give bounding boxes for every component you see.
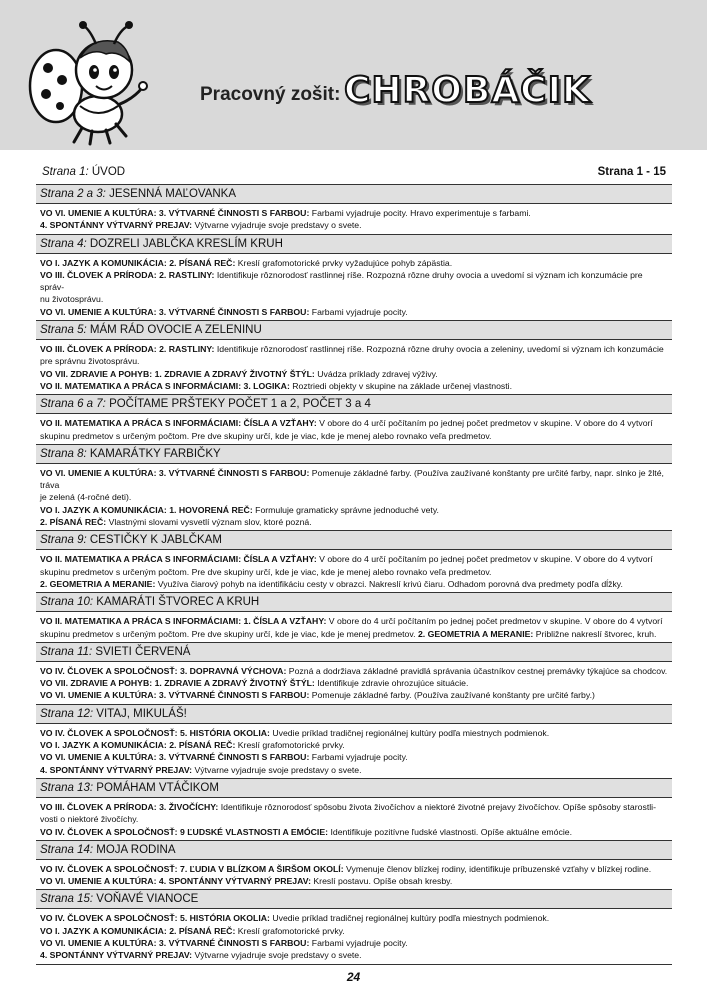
curriculum-section [36, 890, 672, 964]
ladybug-mascot-icon [22, 18, 162, 146]
description-text: nu životosprávu. [40, 294, 104, 305]
toc-left-label: Strana 1: [42, 166, 89, 178]
section-line [40, 727, 668, 739]
section-line [40, 677, 668, 689]
description-text: V obore do 4 určí počítaním po jednej počet predmetov v skupine. V obore do 4 vytvorí [319, 554, 653, 565]
section-line [40, 306, 668, 318]
description-text: Uvedie príklad tradičnej regionálnej kultúry podľa miestnych podmienok. [272, 913, 550, 924]
curriculum-section [36, 531, 672, 593]
curriculum-section [36, 841, 672, 891]
section-line [40, 739, 668, 751]
description-text: Identifikuje rôznorodosť spôsobu života živočíchov a niektoré životné prejavy živočíchov. Opíše spôsoby starostli- [220, 801, 656, 812]
description-text: Výtvarne vyjadruje svoje predstavy o svete. [194, 950, 362, 961]
area-label: VO VII. ZDRAVIE A POHYB: [40, 678, 153, 689]
workbook-label: Pracovný zošit: [200, 84, 341, 105]
toc-left-title: ÚVOD [91, 166, 126, 178]
area-label: VO IV. ČLOVEK A SPOLOČNOSŤ: [40, 665, 178, 676]
description-text: Vlastnými slovami vysvetlí význam slov, ktoré pozná. [108, 517, 312, 528]
section-page-label: Strana 11: [40, 645, 93, 658]
section-heading [36, 185, 672, 204]
section-page-label: Strana 8: [40, 447, 87, 460]
section-body [36, 550, 672, 592]
area-label: VO VI. UMENIE A KULTÚRA: [40, 306, 157, 317]
area-label: VO VI. UMENIE A KULTÚRA: [40, 690, 157, 701]
toc-row [36, 158, 672, 185]
section-title: VOŇAVÉ VIANOCE [96, 893, 199, 906]
topic-label: 1. HOVORENÁ REČ: [169, 504, 253, 515]
description-text: Roztriedi objekty v skupine na základe určenej vlastnosti. [292, 380, 512, 391]
section-heading [36, 705, 672, 724]
topic-label: 3. VÝTVARNÉ ČINNOSTI S FARBOU: [158, 937, 310, 948]
section-body [36, 724, 672, 778]
description-text: Využíva čiarový pohyb na identifikáciu cesty v obrazci. Nakreslí krivú čiaru. Odhadom porovná dva predmety podľa dĺžky. [157, 578, 623, 589]
section-heading [36, 890, 672, 909]
description-text: pre správnu životosprávu. [40, 356, 140, 367]
area-label: VO IV. ČLOVEK A SPOLOČNOSŤ: [40, 863, 178, 874]
section-title: SVIETI ČERVENÁ [95, 645, 191, 658]
topic-label: 3. VÝTVARNÉ ČINNOSTI S FARBOU: [158, 690, 310, 701]
section-line [40, 219, 668, 231]
section-heading [36, 395, 672, 414]
section-line [40, 207, 668, 219]
description-text: Farbami vyjadruje pocity. Hravo experimentuje s farbami. [311, 208, 531, 218]
description-text: Identifikuje pozitívne ľudské vlastnosti. Opíše aktuálne emócie. [330, 826, 573, 837]
curriculum-section [36, 445, 672, 531]
section-line [40, 467, 668, 492]
area-label: VO IV. ČLOVEK A SPOLOČNOSŤ: [40, 727, 178, 738]
section-page-label: Strana 6 a 7: [40, 398, 106, 411]
section-page-label: Strana 9: [40, 534, 87, 547]
topic-label: 1. ČÍSLA A VZŤAHY: [243, 616, 327, 627]
description-text: Kreslí grafomotorické prvky. [237, 925, 345, 936]
description-text: Farbami vyjadruje pocity. [311, 937, 408, 948]
description-text: skupinu predmetov s určeným počtom. Pre dve skupiny určí, kde je viac, kde je menej predmetov. [40, 628, 416, 639]
area-label: VO VI. UMENIE A KULTÚRA: [40, 937, 157, 948]
section-body [36, 662, 672, 704]
section-line [40, 553, 668, 565]
area-label: VO VI. UMENIE A KULTÚRA: [40, 876, 157, 887]
section-line [40, 417, 668, 429]
topic-label: 3. DOPRAVNÁ VÝCHOVA: [180, 665, 287, 676]
description-text: je zelená (4-ročné deti). [40, 492, 132, 503]
section-body [36, 860, 672, 890]
section-line [40, 516, 668, 528]
section-line [40, 912, 668, 924]
section-page-label: Strana 13: [40, 781, 94, 794]
curriculum-section [36, 321, 672, 395]
area-label: VO VI. UMENIE A KULTÚRA: [40, 467, 157, 478]
section-body [36, 340, 672, 394]
toc-left [42, 166, 125, 178]
curriculum-section [36, 705, 672, 779]
topic-label: 4. SPONTÁNNY VÝTVARNÝ PREJAV: [158, 876, 311, 887]
topic-label: 3. ŽIVOČÍCHY: [159, 801, 219, 812]
section-page-label: Strana 2 a 3: [40, 188, 106, 200]
section-body [36, 204, 672, 234]
section-line [40, 863, 668, 875]
topic-label: 3. VÝTVARNÉ ČINNOSTI S FARBOU: [158, 306, 310, 317]
section-line [40, 368, 668, 380]
description-text: Pomenuje základné farby. (Používa zaužívané konštanty pre určité farby, napr. slnko je žlté, tráva [40, 467, 664, 491]
description-text: Pozná a dodržiava základné pravidlá správania účastníkov cestnej premávky týkajúce sa chodcov. [288, 665, 668, 676]
area-label: VO IV. ČLOVEK A SPOLOČNOSŤ: [40, 826, 178, 837]
section-page-label: Strana 14: [40, 843, 94, 856]
topic-label: 2. RASTLINY: [159, 269, 215, 280]
section-title: POČÍTAME PRŠTEKY POČET 1 a 2, POČET 3 a 4 [109, 398, 371, 411]
description-text: Identifikuje rôznorodosť rastlinnej ríše. Rozpozná rôzne druhy ovocia a uvedomí si význam ich konzumácie pre správ- [40, 269, 643, 293]
area-label: VO II. MATEMATIKA A PRÁCA S INFORMÁCIAMI: [40, 380, 242, 391]
section-title: KAMARÁTI ŠTVOREC A KRUH [96, 596, 260, 609]
curriculum-table [36, 158, 672, 965]
description-text: Identifikuje zdravie ohrozujúce situácie. [317, 678, 469, 689]
topic-label: 2. RASTLINY: [159, 344, 215, 355]
section-line [40, 875, 668, 887]
section-line [40, 491, 668, 503]
section-heading [36, 779, 672, 798]
section-title: MOJA RODINA [96, 843, 176, 856]
topic-label: 2. PÍSANÁ REČ: [169, 740, 236, 751]
topic-label: 2. PÍSANÁ REČ: [169, 925, 236, 936]
section-body [36, 414, 672, 444]
section-body [36, 909, 672, 963]
topic-label: 4. SPONTÁNNY VÝTVARNÝ PREJAV: [40, 220, 193, 231]
topic-label: ČÍSLA A VZŤAHY: [243, 554, 317, 565]
area-label: VO IV. ČLOVEK A SPOLOČNOSŤ: [40, 913, 178, 924]
topic-label: 1. ZDRAVIE A ZDRAVÝ ŽIVOTNÝ ŠTÝL: [154, 368, 315, 379]
section-body [36, 798, 672, 840]
section-line [40, 504, 668, 516]
section-line [40, 355, 668, 367]
description-text: Uvádza príklady zdravej výživy. [317, 368, 438, 379]
area-label: VO II. MATEMATIKA A PRÁCA S INFORMÁCIAMI: [40, 418, 242, 429]
section-title: DOZRELI JABLČKA KRESLÍM KRUH [89, 237, 283, 250]
topic-label: 2. PÍSANÁ REČ: [169, 257, 236, 268]
area-label: VO VI. UMENIE A KULTÚRA: [40, 208, 157, 218]
section-line [40, 764, 668, 776]
area-label: VO VI. UMENIE A KULTÚRA: [40, 752, 157, 763]
area-label: VO II. MATEMATIKA A PRÁCA S INFORMÁCIAMI: [40, 554, 242, 565]
section-page-label: Strana 5: [40, 324, 87, 337]
topic-label: 3. LOGIKA: [243, 380, 290, 391]
description-text: Identifikuje rôznorodosť rastlinnej ríše. Rozpozná rôzne druhy ovocia a zeleniny, uvedomí si význam ich konzumácie [216, 344, 664, 355]
topic-label: 3. VÝTVARNÉ ČINNOSTI S FARBOU: [158, 752, 310, 763]
section-title: JESENNÁ MAĽOVANKA [109, 188, 237, 200]
section-body [36, 464, 672, 530]
area-label: VO I. JAZYK A KOMUNIKÁCIA: [40, 257, 167, 268]
description-text: V obore do 4 určí počítaním po jednej počet predmetov v skupine. V obore do 4 vytvorí [328, 616, 663, 627]
topic-label: 4. SPONTÁNNY VÝTVARNÝ PREJAV: [40, 764, 193, 775]
description-text: Farbami vyjadruje pocity. [311, 306, 408, 317]
toc-page-range: Strana 1 - 15 [597, 166, 666, 178]
section-line [40, 343, 668, 355]
curriculum-section [36, 643, 672, 705]
topic-label: ČÍSLA A VZŤAHY: [243, 418, 317, 429]
description-text: Vymenuje členov blízkej rodiny, identifikuje príbuzenské vzťahy v blízkej rodine. [346, 863, 652, 874]
description-text: skupinu predmetov s určeným počtom. Pre dve skupiny určí, kde je viac, kde je menej alebo rovnako veľa predmetov. [40, 566, 492, 577]
topic-label: 3. VÝTVARNÉ ČINNOSTI S FARBOU: [158, 467, 310, 478]
area-label: VO I. JAZYK A KOMUNIKÁCIA: [40, 740, 167, 751]
section-page-label: Strana 12: [40, 707, 94, 720]
description-text: skupinu predmetov s určeným počtom. Pre dve skupiny určí, kde je viac, kde je menej alebo rovnako veľa predmetov. [40, 430, 492, 441]
description-text: Výtvarne vyjadruje svoje predstavy o svete. [194, 220, 362, 231]
topic-label: 5. HISTÓRIA OKOLIA: [180, 913, 270, 924]
section-line [40, 813, 668, 825]
section-heading [36, 445, 672, 464]
topic-label: 5. HISTÓRIA OKOLIA: [180, 727, 270, 738]
section-page-label: Strana 10: [40, 596, 94, 609]
curriculum-section [36, 779, 672, 841]
section-heading [36, 841, 672, 860]
description-text: Kreslí grafomotorické prvky vyžadujúce pohyb zápästia. [237, 257, 453, 268]
section-line [40, 665, 668, 677]
description-text: Kreslí postavu. Opíše obsah kresby. [313, 876, 453, 887]
section-line [40, 257, 668, 269]
section-title: VITAJ, MIKULÁŠ! [96, 707, 187, 720]
area-label: VO III. ČLOVEK A PRÍRODA: [40, 801, 157, 812]
section-line [40, 578, 668, 590]
section-line [40, 566, 668, 578]
description-text: V obore do 4 určí počítaním po jednej počet predmetov v skupine. V obore do 4 vytvorí [319, 418, 653, 429]
area-label: VO VII. ZDRAVIE A POHYB: [40, 368, 153, 379]
section-page-label: Strana 15: [40, 893, 94, 906]
topic-label: 7. ĽUDIA V BLÍZKOM A ŠIRŠOM OKOLÍ: [180, 863, 344, 874]
description-text: Pomenuje základné farby. (Používa zaužívané konštanty pre určité farby.) [311, 690, 595, 701]
sections-list [36, 185, 672, 965]
area-label: VO III. ČLOVEK A PRÍRODA: [40, 269, 157, 280]
section-line [40, 430, 668, 442]
page-number: 24 [346, 970, 361, 984]
description-text: vosti o niektoré živočíchy. [40, 814, 139, 825]
section-heading [36, 531, 672, 550]
curriculum-section [36, 235, 672, 321]
section-line [40, 801, 668, 813]
area-label: VO II. MATEMATIKA A PRÁCA S INFORMÁCIAMI: [40, 616, 242, 627]
section-body [36, 612, 672, 642]
curriculum-section [36, 395, 672, 445]
topic-label: 2. GEOMETRIA A MERANIE: [417, 628, 534, 639]
section-title: KAMARÁTKY FARBIČKY [89, 447, 221, 460]
section-line [40, 628, 668, 640]
topic-label: 2. PÍSANÁ REČ: [40, 517, 107, 528]
topic-label: 4. SPONTÁNNY VÝTVARNÝ PREJAV: [40, 950, 193, 961]
topic-label: 1. ZDRAVIE A ZDRAVÝ ŽIVOTNÝ ŠTÝL: [154, 678, 315, 689]
section-line [40, 925, 668, 937]
section-heading [36, 235, 672, 254]
section-line [40, 689, 668, 701]
area-label: VO I. JAZYK A KOMUNIKÁCIA: [40, 925, 167, 936]
topic-label: 9 ĽUDSKÉ VLASTNOSTI A EMÓCIE: [180, 826, 329, 837]
section-title: CESTIČKY K JABLČKAM [89, 534, 222, 547]
curriculum-section [36, 593, 672, 643]
section-body [36, 254, 672, 320]
workbook-title: CHROBÁČIK [344, 70, 591, 111]
section-heading [36, 321, 672, 340]
description-text: Výtvarne vyjadruje svoje predstavy o svete. [194, 764, 362, 775]
area-label: VO I. JAZYK A KOMUNIKÁCIA: [40, 504, 167, 515]
description-text: Kreslí grafomotorické prvky. [237, 740, 345, 751]
section-line [40, 615, 668, 627]
area-label: VO III. ČLOVEK A PRÍRODA: [40, 344, 157, 355]
section-line [40, 380, 668, 392]
topic-label: 3. VÝTVARNÉ ČINNOSTI S FARBOU: [158, 208, 310, 218]
curriculum-section [36, 185, 672, 235]
section-title: POMÁHAM VTÁČIKOM [96, 781, 219, 794]
section-line [40, 269, 668, 294]
description-text: Farbami vyjadruje pocity. [311, 752, 408, 763]
section-line [40, 937, 668, 949]
section-page-label: Strana 4: [40, 237, 87, 250]
section-line [40, 949, 668, 961]
description-text: Formuluje gramaticky správne jednoduché vety. [255, 504, 439, 515]
section-line [40, 293, 668, 305]
section-line [40, 826, 668, 838]
section-heading [36, 593, 672, 612]
section-title: MÁM RÁD OVOCIE A ZELENINU [89, 324, 262, 337]
section-heading [36, 643, 672, 662]
section-line [40, 751, 668, 763]
topic-label: 2. GEOMETRIA A MERANIE: [40, 578, 156, 589]
description-text: Uvedie príklad tradičnej regionálnej kultúry podľa miestnych podmienok. [272, 727, 550, 738]
page-header [0, 0, 707, 150]
description-text: Približne nakreslí štvorec, kruh. [535, 628, 657, 639]
